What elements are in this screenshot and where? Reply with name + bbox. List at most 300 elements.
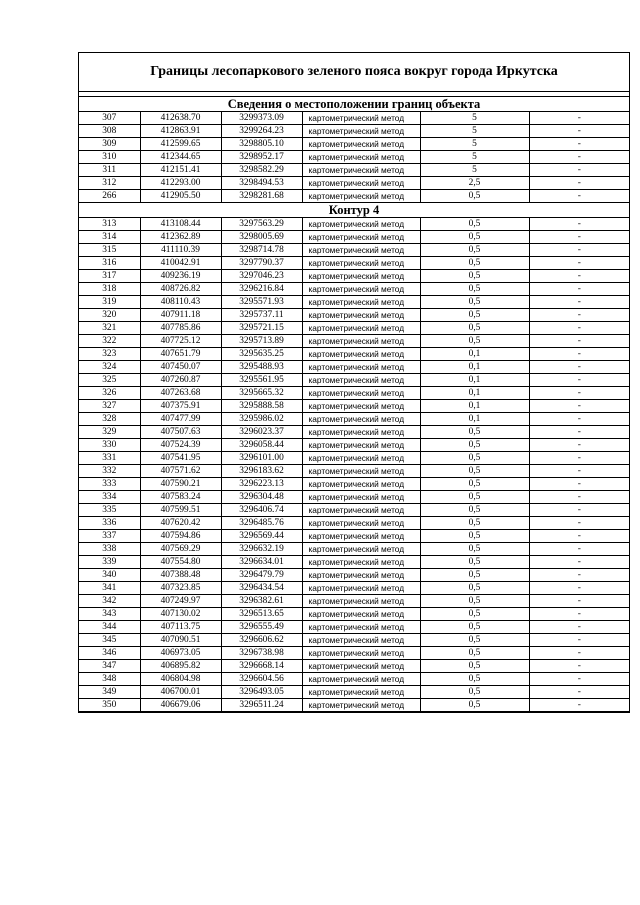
cell-method: картометрический метод (302, 478, 420, 491)
cell-point-number: 349 (79, 686, 140, 699)
cell-method: картометрический метод (302, 530, 420, 543)
cell-accuracy: 0,5 (420, 595, 529, 608)
cell-accuracy: 0,5 (420, 231, 529, 244)
cell-accuracy: 0,5 (420, 530, 529, 543)
cell-point-number: 319 (79, 296, 140, 309)
cell-y-coordinate: 3296434.54 (221, 582, 302, 595)
cell-point-number: 312 (79, 177, 140, 190)
cell-method: картометрический метод (302, 595, 420, 608)
cell-x-coordinate: 407590.21 (140, 478, 221, 491)
cell-method: картометрический метод (302, 426, 420, 439)
cell-x-coordinate: 407450.07 (140, 361, 221, 374)
cell-x-coordinate: 407620.42 (140, 517, 221, 530)
cell-y-coordinate: 3299373.09 (221, 112, 302, 125)
cell-description: - (529, 270, 629, 283)
cell-y-coordinate: 3296223.13 (221, 478, 302, 491)
table-row (79, 322, 629, 335)
table-row (79, 413, 629, 426)
cell-method: картометрический метод (302, 270, 420, 283)
cell-y-coordinate: 3296738.98 (221, 647, 302, 660)
table-row (79, 296, 629, 309)
cell-accuracy: 0,5 (420, 543, 529, 556)
cell-x-coordinate: 407785.86 (140, 322, 221, 335)
cell-point-number: 320 (79, 309, 140, 322)
cell-y-coordinate: 3296304.48 (221, 491, 302, 504)
table-row (79, 400, 629, 413)
table-row (79, 569, 629, 582)
cell-description: - (529, 543, 629, 556)
cell-method: картометрический метод (302, 660, 420, 673)
table-row (79, 151, 629, 164)
cell-accuracy: 0,5 (420, 335, 529, 348)
cell-x-coordinate: 407113.75 (140, 621, 221, 634)
cell-x-coordinate: 412293.00 (140, 177, 221, 190)
cell-accuracy: 0,5 (420, 556, 529, 569)
cell-y-coordinate: 3296604.56 (221, 673, 302, 686)
cell-y-coordinate: 3296555.49 (221, 621, 302, 634)
document-frame (78, 52, 630, 713)
cell-description: - (529, 608, 629, 621)
cell-description: - (529, 686, 629, 699)
cell-x-coordinate: 407130.02 (140, 608, 221, 621)
cell-x-coordinate: 407594.86 (140, 530, 221, 543)
cell-y-coordinate: 3295721.15 (221, 322, 302, 335)
cell-y-coordinate: 3297563.29 (221, 218, 302, 231)
cell-x-coordinate: 412151.41 (140, 164, 221, 177)
cell-description: - (529, 387, 629, 400)
table-row (79, 439, 629, 452)
cell-method: картометрический метод (302, 699, 420, 712)
cell-description: - (529, 283, 629, 296)
cell-point-number: 345 (79, 634, 140, 647)
cell-method: картометрический метод (302, 569, 420, 582)
cell-x-coordinate: 407090.51 (140, 634, 221, 647)
cell-x-coordinate: 408726.82 (140, 283, 221, 296)
document-title: Границы лесопаркового зеленого пояса вокруг города Иркутска (79, 53, 629, 92)
cell-description: - (529, 125, 629, 138)
cell-x-coordinate: 407388.48 (140, 569, 221, 582)
cell-y-coordinate: 3299264.23 (221, 125, 302, 138)
cell-accuracy: 0,5 (420, 309, 529, 322)
cell-method: картометрический метод (302, 556, 420, 569)
cell-accuracy: 0,5 (420, 439, 529, 452)
table-row (79, 556, 629, 569)
cell-y-coordinate: 3297046.23 (221, 270, 302, 283)
cell-method: картометрический метод (302, 257, 420, 270)
cell-point-number: 334 (79, 491, 140, 504)
cell-description: - (529, 699, 629, 712)
cell-accuracy: 0,5 (420, 686, 529, 699)
cell-y-coordinate: 3296485.76 (221, 517, 302, 530)
cell-method: картометрический метод (302, 296, 420, 309)
table-row (79, 257, 629, 270)
cell-method: картометрический метод (302, 348, 420, 361)
cell-point-number: 316 (79, 257, 140, 270)
section-heading: Сведения о местоположении границ объекта (79, 97, 629, 112)
cell-description: - (529, 530, 629, 543)
cell-method: картометрический метод (302, 400, 420, 413)
cell-accuracy: 5 (420, 125, 529, 138)
cell-accuracy: 0,5 (420, 517, 529, 530)
cell-method: картометрический метод (302, 686, 420, 699)
cell-description: - (529, 231, 629, 244)
cell-description: - (529, 112, 629, 125)
cell-description: - (529, 634, 629, 647)
table-row (79, 309, 629, 322)
table-row (79, 138, 629, 151)
cell-x-coordinate: 407911.18 (140, 309, 221, 322)
cell-point-number: 322 (79, 335, 140, 348)
cell-description: - (529, 374, 629, 387)
cell-y-coordinate: 3296216.84 (221, 283, 302, 296)
cell-y-coordinate: 3296606.62 (221, 634, 302, 647)
cell-accuracy: 0,5 (420, 582, 529, 595)
cell-method: картометрический метод (302, 164, 420, 177)
table-row (79, 608, 629, 621)
cell-method: картометрический метод (302, 177, 420, 190)
cell-x-coordinate: 406700.01 (140, 686, 221, 699)
cell-x-coordinate: 406895.82 (140, 660, 221, 673)
cell-description: - (529, 621, 629, 634)
table-row (79, 621, 629, 634)
cell-accuracy: 0,5 (420, 699, 529, 712)
table-row (79, 465, 629, 478)
cell-accuracy: 0,5 (420, 296, 529, 309)
cell-point-number: 329 (79, 426, 140, 439)
cell-method: картометрический метод (302, 309, 420, 322)
cell-x-coordinate: 407571.62 (140, 465, 221, 478)
cell-point-number: 333 (79, 478, 140, 491)
cell-method: картометрический метод (302, 543, 420, 556)
cell-x-coordinate: 407583.24 (140, 491, 221, 504)
table-row (79, 478, 629, 491)
cell-accuracy: 0,1 (420, 400, 529, 413)
cell-accuracy: 0,5 (420, 190, 529, 203)
cell-x-coordinate: 406804.98 (140, 673, 221, 686)
cell-method: картометрический метод (302, 452, 420, 465)
cell-point-number: 339 (79, 556, 140, 569)
cell-accuracy: 0,5 (420, 426, 529, 439)
cell-x-coordinate: 412905.50 (140, 190, 221, 203)
cell-accuracy: 0,5 (420, 647, 529, 660)
cell-point-number: 326 (79, 387, 140, 400)
cell-y-coordinate: 3296513.65 (221, 608, 302, 621)
cell-accuracy: 0,5 (420, 283, 529, 296)
cell-x-coordinate: 407524.39 (140, 439, 221, 452)
table-row (79, 699, 629, 712)
cell-description: - (529, 465, 629, 478)
table-row (79, 231, 629, 244)
cell-x-coordinate: 408110.43 (140, 296, 221, 309)
cell-point-number: 347 (79, 660, 140, 673)
cell-description: - (529, 556, 629, 569)
cell-method: картометрический метод (302, 387, 420, 400)
cell-description: - (529, 400, 629, 413)
cell-x-coordinate: 412362.89 (140, 231, 221, 244)
cell-point-number: 310 (79, 151, 140, 164)
cell-description: - (529, 673, 629, 686)
cell-accuracy: 0,5 (420, 504, 529, 517)
cell-y-coordinate: 3296406.74 (221, 504, 302, 517)
cell-point-number: 324 (79, 361, 140, 374)
cell-method: картометрический метод (302, 138, 420, 151)
cell-description: - (529, 660, 629, 673)
cell-point-number: 266 (79, 190, 140, 203)
cell-x-coordinate: 407375.91 (140, 400, 221, 413)
cell-x-coordinate: 407651.79 (140, 348, 221, 361)
cell-method: картометрический метод (302, 190, 420, 203)
cell-accuracy: 0,1 (420, 374, 529, 387)
cell-y-coordinate: 3295571.93 (221, 296, 302, 309)
cell-point-number: 342 (79, 595, 140, 608)
cell-accuracy: 0,5 (420, 257, 529, 270)
table-row (79, 244, 629, 257)
cell-description: - (529, 296, 629, 309)
cell-y-coordinate: 3295488.93 (221, 361, 302, 374)
cell-x-coordinate: 407507.63 (140, 426, 221, 439)
cell-accuracy: 0,5 (420, 608, 529, 621)
cell-point-number: 315 (79, 244, 140, 257)
cell-method: картометрический метод (302, 673, 420, 686)
cell-description: - (529, 517, 629, 530)
cell-point-number: 313 (79, 218, 140, 231)
table-row (79, 218, 629, 231)
table-row (79, 530, 629, 543)
cell-method: картометрический метод (302, 151, 420, 164)
cell-point-number: 340 (79, 569, 140, 582)
cell-point-number: 348 (79, 673, 140, 686)
cell-accuracy: 0,1 (420, 387, 529, 400)
cell-point-number: 307 (79, 112, 140, 125)
cell-method: картометрический метод (302, 335, 420, 348)
table-row (79, 283, 629, 296)
cell-point-number: 325 (79, 374, 140, 387)
cell-accuracy: 5 (420, 112, 529, 125)
cell-point-number: 323 (79, 348, 140, 361)
table-row (79, 634, 629, 647)
cell-y-coordinate: 3295737.11 (221, 309, 302, 322)
cell-accuracy: 5 (420, 151, 529, 164)
cell-y-coordinate: 3296382.61 (221, 595, 302, 608)
cell-method: картометрический метод (302, 361, 420, 374)
cell-accuracy: 0,5 (420, 270, 529, 283)
cell-description: - (529, 309, 629, 322)
table-row (79, 595, 629, 608)
cell-x-coordinate: 407599.51 (140, 504, 221, 517)
cell-description: - (529, 244, 629, 257)
cell-y-coordinate: 3295665.32 (221, 387, 302, 400)
table-row (79, 112, 629, 125)
cell-y-coordinate: 3296058.44 (221, 439, 302, 452)
cell-method: картометрический метод (302, 647, 420, 660)
cell-x-coordinate: 407477.99 (140, 413, 221, 426)
cell-accuracy: 0,5 (420, 660, 529, 673)
boundary-coordinates-table (79, 97, 629, 712)
cell-point-number: 344 (79, 621, 140, 634)
cell-description: - (529, 348, 629, 361)
cell-accuracy: 0,5 (420, 465, 529, 478)
cell-point-number: 330 (79, 439, 140, 452)
cell-accuracy: 0,5 (420, 673, 529, 686)
cell-point-number: 331 (79, 452, 140, 465)
cell-accuracy: 0,5 (420, 452, 529, 465)
cell-method: картометрический метод (302, 491, 420, 504)
cell-accuracy: 0,1 (420, 348, 529, 361)
table-row (79, 504, 629, 517)
cell-y-coordinate: 3296634.01 (221, 556, 302, 569)
cell-y-coordinate: 3296183.62 (221, 465, 302, 478)
cell-description: - (529, 335, 629, 348)
cell-description: - (529, 164, 629, 177)
table-row (79, 673, 629, 686)
cell-y-coordinate: 3295713.89 (221, 335, 302, 348)
cell-y-coordinate: 3298714.78 (221, 244, 302, 257)
cell-x-coordinate: 407263.68 (140, 387, 221, 400)
cell-accuracy: 0,5 (420, 491, 529, 504)
cell-point-number: 346 (79, 647, 140, 660)
cell-y-coordinate: 3296023.37 (221, 426, 302, 439)
cell-accuracy: 5 (420, 164, 529, 177)
cell-accuracy: 0,1 (420, 361, 529, 374)
table-row (79, 491, 629, 504)
table-row (79, 125, 629, 138)
cell-description: - (529, 322, 629, 335)
cell-method: картометрический метод (302, 125, 420, 138)
cell-point-number: 341 (79, 582, 140, 595)
cell-description: - (529, 138, 629, 151)
cell-x-coordinate: 407541.95 (140, 452, 221, 465)
cell-point-number: 309 (79, 138, 140, 151)
table-body (79, 97, 629, 712)
cell-description: - (529, 569, 629, 582)
table-row (79, 164, 629, 177)
cell-x-coordinate: 409236.19 (140, 270, 221, 283)
cell-y-coordinate: 3298494.53 (221, 177, 302, 190)
cell-y-coordinate: 3298952.17 (221, 151, 302, 164)
contour-heading-row (79, 203, 629, 218)
cell-method: картометрический метод (302, 634, 420, 647)
table-row (79, 660, 629, 673)
table-row (79, 361, 629, 374)
cell-y-coordinate: 3295635.25 (221, 348, 302, 361)
cell-description: - (529, 177, 629, 190)
cell-description: - (529, 582, 629, 595)
cell-accuracy: 0,5 (420, 218, 529, 231)
cell-method: картометрический метод (302, 582, 420, 595)
cell-y-coordinate: 3295986.02 (221, 413, 302, 426)
table-row (79, 387, 629, 400)
cell-accuracy: 0,5 (420, 569, 529, 582)
cell-point-number: 328 (79, 413, 140, 426)
cell-y-coordinate: 3298281.68 (221, 190, 302, 203)
contour-heading: Контур 4 (79, 203, 629, 218)
cell-x-coordinate: 410042.91 (140, 257, 221, 270)
cell-y-coordinate: 3296479.79 (221, 569, 302, 582)
cell-point-number: 308 (79, 125, 140, 138)
table-row (79, 582, 629, 595)
cell-method: картометрический метод (302, 218, 420, 231)
cell-accuracy: 0,5 (420, 244, 529, 257)
section-heading-row (79, 97, 629, 112)
cell-description: - (529, 151, 629, 164)
cell-x-coordinate: 406973.05 (140, 647, 221, 660)
cell-method: картометрический метод (302, 244, 420, 257)
cell-accuracy: 0,5 (420, 478, 529, 491)
cell-point-number: 327 (79, 400, 140, 413)
cell-y-coordinate: 3297790.37 (221, 257, 302, 270)
cell-point-number: 311 (79, 164, 140, 177)
cell-x-coordinate: 412344.65 (140, 151, 221, 164)
cell-y-coordinate: 3295888.58 (221, 400, 302, 413)
cell-point-number: 314 (79, 231, 140, 244)
cell-accuracy: 0,5 (420, 322, 529, 335)
cell-x-coordinate: 412638.70 (140, 112, 221, 125)
cell-x-coordinate: 407323.85 (140, 582, 221, 595)
cell-y-coordinate: 3298005.69 (221, 231, 302, 244)
cell-accuracy: 5 (420, 138, 529, 151)
cell-method: картометрический метод (302, 112, 420, 125)
cell-accuracy: 0,5 (420, 621, 529, 634)
cell-y-coordinate: 3296511.24 (221, 699, 302, 712)
cell-method: картометрический метод (302, 322, 420, 335)
cell-accuracy: 0,1 (420, 413, 529, 426)
cell-method: картометрический метод (302, 283, 420, 296)
cell-y-coordinate: 3296493.05 (221, 686, 302, 699)
cell-description: - (529, 478, 629, 491)
cell-method: картометрический метод (302, 621, 420, 634)
cell-description: - (529, 257, 629, 270)
table-row (79, 543, 629, 556)
cell-method: картометрический метод (302, 439, 420, 452)
cell-x-coordinate: 413108.44 (140, 218, 221, 231)
table-row (79, 517, 629, 530)
cell-description: - (529, 361, 629, 374)
cell-description: - (529, 647, 629, 660)
table-row (79, 190, 629, 203)
cell-point-number: 318 (79, 283, 140, 296)
cell-description: - (529, 190, 629, 203)
cell-y-coordinate: 3296668.14 (221, 660, 302, 673)
cell-y-coordinate: 3296569.44 (221, 530, 302, 543)
table-row (79, 647, 629, 660)
cell-x-coordinate: 412599.65 (140, 138, 221, 151)
cell-point-number: 337 (79, 530, 140, 543)
cell-point-number: 332 (79, 465, 140, 478)
cell-description: - (529, 218, 629, 231)
cell-method: картометрический метод (302, 517, 420, 530)
table-row (79, 335, 629, 348)
cell-x-coordinate: 412863.91 (140, 125, 221, 138)
cell-point-number: 335 (79, 504, 140, 517)
cell-description: - (529, 426, 629, 439)
table-row (79, 177, 629, 190)
cell-description: - (529, 452, 629, 465)
cell-method: картометрический метод (302, 374, 420, 387)
table-row (79, 348, 629, 361)
table-row (79, 452, 629, 465)
cell-description: - (529, 504, 629, 517)
table-row (79, 686, 629, 699)
cell-point-number: 317 (79, 270, 140, 283)
cell-y-coordinate: 3298582.29 (221, 164, 302, 177)
table-row (79, 426, 629, 439)
cell-description: - (529, 595, 629, 608)
cell-y-coordinate: 3296632.19 (221, 543, 302, 556)
cell-description: - (529, 413, 629, 426)
cell-description: - (529, 439, 629, 452)
cell-point-number: 350 (79, 699, 140, 712)
cell-accuracy: 2,5 (420, 177, 529, 190)
